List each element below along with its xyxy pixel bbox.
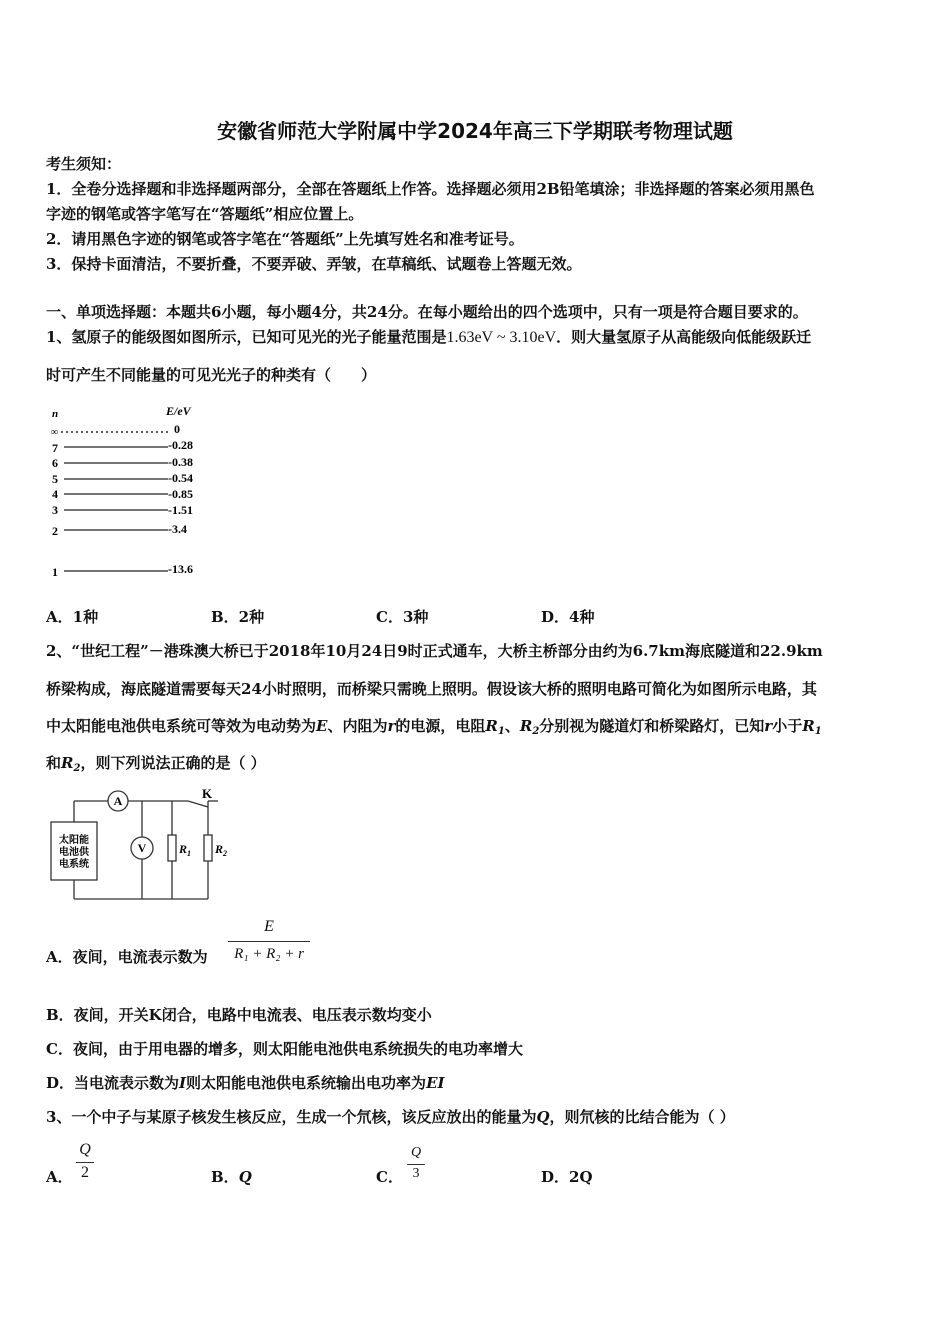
notice-item-1: 1．全卷分选择题和非选择题两部分，全部在答题纸上作答。选择题必须用2B铅笔填涂；非选择题的答案必须用黑色	[46, 180, 815, 198]
source-label-1: 太阳能	[59, 835, 89, 846]
q3-option-a-fraction-bar	[76, 1162, 94, 1163]
level-energy-3: -1.51	[168, 503, 193, 517]
q2-r2-symbol: $R_2$	[519, 717, 540, 737]
q3-l1-a: 3、一个中子与某原子核发生核反应，生成一个氘核，该反应放出的能量为	[46, 1108, 537, 1126]
q3-option-d: D．2Q	[541, 1168, 593, 1186]
energy-level-diagram	[46, 400, 216, 585]
q2-d-current: I	[179, 1074, 187, 1092]
page-title: 安徽省师范大学附属中学2024年高三下学期联考物理试题	[217, 119, 733, 143]
level-energy-4: -0.85	[168, 487, 193, 501]
q2-l3-e: 小于	[772, 717, 803, 735]
r1-label: $R_1$	[179, 842, 192, 858]
level-energy-5: -0.54	[168, 471, 193, 485]
q2-r-symbol-2: r	[764, 717, 773, 735]
question-2-line-4	[46, 752, 266, 774]
q2-l4-b: ，则下列说法正确的是（ ）	[80, 754, 266, 772]
q2-r2-symbol-2: $R_2$	[61, 754, 81, 774]
switch-blade	[188, 801, 208, 807]
q3-energy-symbol: Q	[536, 1108, 550, 1126]
q2-l3-a: 中太阳能电池供电系统可等效为电动势为	[46, 717, 317, 735]
q2-d-power: EI	[426, 1074, 445, 1092]
level-label-6: 6	[52, 456, 58, 470]
r2-label: $R_2$	[215, 842, 228, 858]
q2-r-symbol: r	[387, 717, 396, 735]
level-label-1: 1	[52, 565, 58, 579]
level-label-inf: ∞	[51, 427, 59, 438]
notice-heading: 考生须知：	[46, 155, 122, 173]
q2-d-b: 则太阳能电池供电系统输出电功率为	[186, 1074, 427, 1092]
source-label-2: 电池供	[59, 847, 89, 858]
q3-option-c-numerator: Q	[410, 1145, 422, 1160]
q1-suffix: ．则大量氢原子从高能级向低能级跃迁	[556, 328, 812, 346]
level-label-4: 4	[52, 487, 58, 501]
level-label-7: 7	[52, 441, 58, 455]
q2-option-a: A．夜间，电流表示数为	[46, 948, 208, 966]
source-label-3: 电系统	[59, 859, 89, 870]
q3-option-a-label: A．	[46, 1168, 73, 1186]
q3-option-c-denominator: 3	[412, 1166, 420, 1181]
voltmeter-label: V	[137, 841, 147, 855]
notice-item-2: 2．请用黑色字迹的钢笔或答字笔在“答题纸”上先填写姓名和准考证号。	[46, 230, 524, 248]
q2-r1-symbol: $R_1$	[485, 717, 505, 737]
question-1-line-2: 时可产生不同能量的可见光光子的种类有（ ）	[46, 366, 377, 384]
q2-l3-c: 的电源，电阻	[395, 717, 486, 735]
q2-emf-symbol: E	[316, 717, 328, 735]
q3-option-b: B．Q	[211, 1168, 252, 1186]
q2-l3-d: 分别视为隧道灯和桥梁路灯，已知	[539, 717, 765, 735]
circuit-diagram	[46, 785, 246, 910]
q1-option-c: C．3种	[376, 608, 429, 626]
section-heading: 一、单项选择题：本题共6小题，每小题4分，共24分。在每小题给出的四个选项中，只有一项是符合题目要求的。	[46, 303, 808, 321]
question-1-line-1	[46, 326, 811, 347]
level-energy-7: -0.28	[168, 438, 193, 452]
q3-option-c-label: C．	[376, 1168, 403, 1186]
q2-l3-sep: 、	[504, 717, 520, 735]
q1-energy-range: 1.63eV ~ 3.10eV	[446, 329, 557, 346]
question-2-line-3	[46, 715, 822, 737]
question-3-line-1	[46, 1106, 735, 1127]
level-energy-6: -0.38	[168, 455, 193, 469]
question-2-line-2: 桥梁构成，海底隧道需要每天24小时照明，而桥梁只需晚上照明。假设该大桥的照明电路可简化为如图所示电路，其	[46, 680, 817, 698]
q2-l4-a: 和	[46, 754, 62, 772]
energy-axis-label: E/eV	[166, 404, 191, 418]
q2-option-b: B．夜间，开关K闭合，电路中电流表、电压表示数均变小	[46, 1006, 432, 1024]
q1-option-d: D．4种	[541, 608, 595, 626]
n-axis-label: n	[52, 408, 59, 420]
q2-l3-b: 、内阻为	[327, 717, 388, 735]
ammeter-label: A	[113, 794, 123, 808]
q2-option-d	[46, 1072, 445, 1093]
level-energy-1: -13.6	[168, 562, 193, 576]
question-2-line-1: 2、“世纪工程”－港珠澳大桥已于2018年10月24日9时正式通车，大桥主桥部分由约为6.7km海底隧道和22.9km	[46, 642, 823, 660]
notice-item-3: 3．保持卡面清洁，不要折叠，不要弄破、弄皱，在草稿纸、试题卷上答题无效。	[46, 255, 582, 273]
q2-option-a-denominator: R₁ + R₂ + r	[234, 946, 304, 962]
q1-prefix: 1、氢原子的能级图如图所示，已知可见光的光子能量范围是	[46, 328, 447, 346]
q3-option-a-denominator: 2	[81, 1164, 89, 1181]
q1-option-a: A．1种	[46, 608, 99, 626]
level-label-5: 5	[52, 472, 58, 486]
level-label-3: 3	[52, 503, 58, 517]
level-label-2: 2	[52, 524, 58, 538]
q3-l1-b: ，则氘核的比结合能为（ ）	[549, 1108, 735, 1126]
q2-option-c: C．夜间，由于用电器的增多，则太阳能电池供电系统损失的电功率增大	[46, 1040, 523, 1058]
notice-item-1-cont: 字迹的钢笔或答字笔写在“答题纸”相应位置上。	[46, 205, 364, 223]
q3-option-c-fraction-bar	[407, 1164, 425, 1165]
q3-option-a-numerator: Q	[79, 1141, 91, 1158]
switch-label: K	[202, 786, 213, 801]
q2-r1-symbol-2: $R_1$	[802, 717, 822, 737]
resistor-r2	[204, 835, 212, 861]
level-energy-2: -3.4	[168, 522, 187, 536]
q2-d-a: D．当电流表示数为	[46, 1074, 180, 1092]
resistor-r1	[168, 835, 176, 861]
q1-option-b: B．2种	[211, 608, 265, 626]
level-energy-inf: 0	[174, 422, 180, 436]
q2-option-a-fraction-bar	[228, 941, 310, 942]
q2-option-a-numerator: E	[264, 918, 274, 935]
q3-option-b-value: Q	[238, 1168, 252, 1186]
